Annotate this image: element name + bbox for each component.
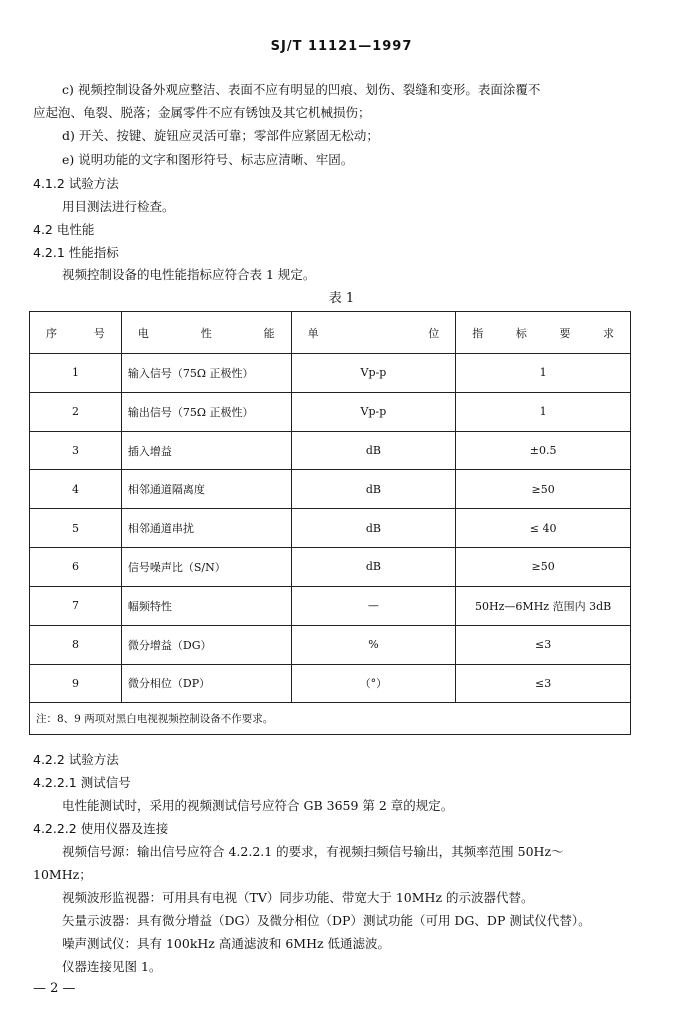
cell-unit: Vp-p bbox=[291, 354, 456, 393]
cell-unit: dB bbox=[291, 548, 456, 587]
cell-requirement: 50Hz—6MHz 范围内 3dB bbox=[456, 586, 631, 625]
connection-text: 仪器连接见图 1。 bbox=[62, 959, 162, 974]
cell-no: 4 bbox=[30, 470, 122, 509]
table-row bbox=[30, 431, 631, 470]
cell-no: 2 bbox=[30, 392, 122, 431]
table-row bbox=[30, 470, 631, 509]
cell-no: 8 bbox=[30, 625, 122, 664]
cell-requirement: ≥50 bbox=[456, 470, 631, 509]
cell-performance: 微分相位（DP） bbox=[121, 664, 291, 703]
cell-performance: 插入增益 bbox=[121, 431, 291, 470]
item-c-line2: 应起泡、龟裂、脱落；金属零件不应有锈蚀及其它机械损伤； bbox=[33, 105, 371, 120]
cell-requirement: ±0.5 bbox=[456, 431, 631, 470]
cell-performance: 相邻通道隔离度 bbox=[121, 470, 291, 509]
cell-requirement: ≤ 40 bbox=[456, 509, 631, 548]
cell-unit: Vp-p bbox=[291, 392, 456, 431]
table-row bbox=[30, 664, 631, 703]
cell-unit: dB bbox=[291, 431, 456, 470]
cell-no: 7 bbox=[30, 586, 122, 625]
cell-performance: 输入信号（75Ω 正极性） bbox=[121, 354, 291, 393]
cell-requirement: 1 bbox=[456, 354, 631, 393]
cell-performance: 输出信号（75Ω 正极性） bbox=[121, 392, 291, 431]
item-d: d) 开关、按键、旋钮应灵活可靠；零部件应紧固无松动； bbox=[62, 128, 379, 143]
cell-requirement: ≥50 bbox=[456, 548, 631, 587]
cell-performance: 相邻通道串扰 bbox=[121, 509, 291, 548]
cell-no: 9 bbox=[30, 664, 122, 703]
cell-performance: 信号噪声比（S/N） bbox=[121, 548, 291, 587]
item-e: e) 说明功能的文字和图形符号、标志应清晰、牢固。 bbox=[62, 152, 354, 167]
section-4-2-2-heading: 4.2.2 试验方法 bbox=[33, 752, 119, 767]
header-unit: 单 位 bbox=[291, 312, 456, 354]
table-header-row bbox=[30, 312, 631, 354]
cell-requirement: ≤3 bbox=[456, 625, 631, 664]
section-4-2-2-1-heading: 4.2.2.1 测试信号 bbox=[33, 775, 131, 790]
table-note: 注：8、9 两项对黑白电视视频控制设备不作要求。 bbox=[30, 703, 631, 735]
performance-table bbox=[29, 311, 631, 735]
cell-requirement: ≤3 bbox=[456, 664, 631, 703]
section-4-2-2-1-body: 电性能测试时，采用的视频测试信号应符合 GB 3659 第 2 章的规定。 bbox=[62, 798, 454, 813]
item-c-line1: c) 视频控制设备外观应整洁、表面不应有明显的凹痕、划伤、裂缝和变形。表面涂覆不 bbox=[62, 82, 541, 97]
header-performance: 电 性 能 bbox=[121, 312, 291, 354]
cell-unit: （°） bbox=[291, 664, 456, 703]
section-4-2-2-2-heading: 4.2.2.2 使用仪器及连接 bbox=[33, 821, 169, 836]
cell-no: 5 bbox=[30, 509, 122, 548]
cell-no: 3 bbox=[30, 431, 122, 470]
document-header-code: SJ/T 11121—1997 bbox=[270, 39, 413, 54]
signal-source-line1: 视频信号源：输出信号应符合 4.2.2.1 的要求，有视频扫频信号输出，其频率范围 50Hz～ bbox=[62, 844, 564, 859]
cell-unit: % bbox=[291, 625, 456, 664]
cell-performance: 幅频特性 bbox=[121, 586, 291, 625]
table-row bbox=[30, 392, 631, 431]
page-number: — 2 — bbox=[33, 981, 76, 996]
table-row bbox=[30, 586, 631, 625]
vector-scope-text: 矢量示波器：具有微分增益（DG）及微分相位（DP）测试功能（可用 DG、DP 测试仪代替）。 bbox=[62, 913, 591, 928]
table-row bbox=[30, 548, 631, 587]
table-row bbox=[30, 354, 631, 393]
section-4-1-2-heading: 4.1.2 试验方法 bbox=[33, 176, 119, 191]
table-caption: 表 1 bbox=[328, 291, 355, 306]
cell-performance: 微分增益（DG） bbox=[121, 625, 291, 664]
cell-no: 6 bbox=[30, 548, 122, 587]
cell-unit: dB bbox=[291, 509, 456, 548]
cell-requirement: 1 bbox=[456, 392, 631, 431]
section-4-2-1-heading: 4.2.1 性能指标 bbox=[33, 245, 119, 260]
section-4-2-1-body: 视频控制设备的电性能指标应符合表 1 规定。 bbox=[62, 267, 316, 282]
cell-unit: — bbox=[291, 586, 456, 625]
section-4-2-heading: 4.2 电性能 bbox=[33, 222, 95, 237]
cell-unit: dB bbox=[291, 470, 456, 509]
header-no: 序 号 bbox=[30, 312, 122, 354]
cell-no: 1 bbox=[30, 354, 122, 393]
table-row bbox=[30, 625, 631, 664]
table-row bbox=[30, 509, 631, 548]
header-requirement: 指 标 要 求 bbox=[456, 312, 631, 354]
signal-source-line2: 10MHz； bbox=[33, 867, 92, 882]
noise-tester-text: 噪声测试仪：具有 100kHz 高通滤波和 6MHz 低通滤波。 bbox=[62, 936, 391, 951]
waveform-monitor-text: 视频波形监视器：可用具有电视（TV）同步功能、带宽大于 10MHz 的示波器代替。 bbox=[62, 890, 534, 905]
section-4-1-2-body: 用目测法进行检查。 bbox=[62, 199, 175, 214]
table-note-row bbox=[30, 703, 631, 735]
